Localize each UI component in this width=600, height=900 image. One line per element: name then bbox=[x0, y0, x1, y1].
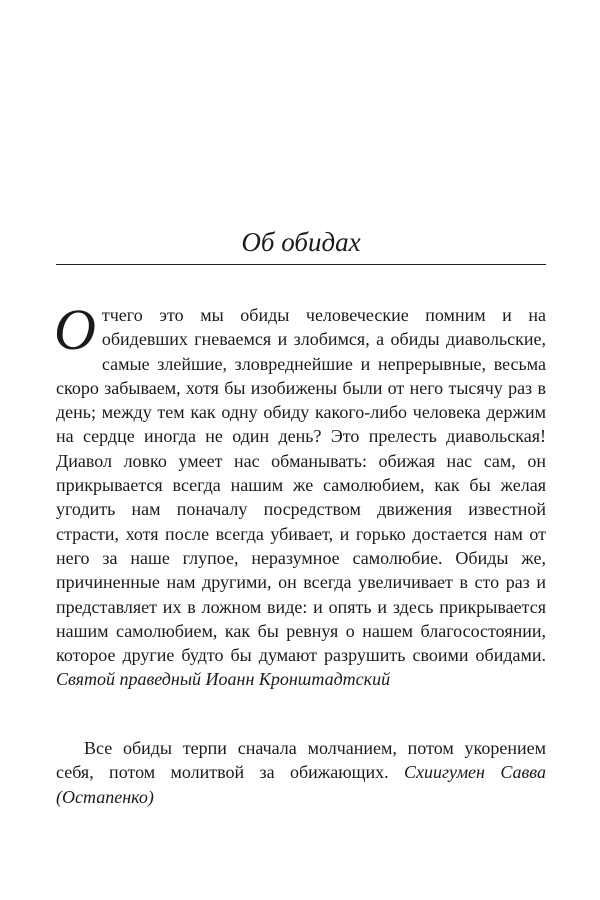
paragraph-text: тчего это мы обиды человеческие помним и на обидевших гневаемся и злобимся, а обиды диавольские, самые злейшие, зловреднейшие и непрерывные, весьма скоро забываем, хотя бы изобижены были от него тысячу раз в день; между тем как одну обиду какого-либо человека держим на сердце иногда не один день? Это прелесть диавольская! Диавол ловко умеет нас обманывать: обижая нас сам, он прикрывается всегда нашим же самолюбием, как бы желая угодить нам поначалу посредством движения известной страсти, хотя после всегда убивает, и горько достается нам от него за наше глупое, неразумное самолюбие. Обиды же, причиненные нам другими, он всегда увеличивает в сто раз и представляет их в ложном виде: и опять и здесь прикрывается нашим самолюбием, как бы ревнуя о нашем благосостоянии, которое другие будто бы думают разрушить своими обидами. bbox=[56, 305, 546, 666]
paragraph-text: Все обиды терпи сначала молчанием, потом укорением себя, потом молитвой за обижающих. bbox=[56, 738, 546, 783]
attribution: Святой праведный Иоанн Кронштадтский bbox=[56, 669, 391, 690]
title-rule bbox=[56, 264, 546, 265]
paragraph-kronstadt bbox=[54, 297, 546, 692]
section-title: Об обидах bbox=[241, 227, 361, 257]
drop-cap: О bbox=[54, 297, 96, 362]
paragraph-savva bbox=[56, 736, 546, 809]
attribution: Схиигумен Савва (Остапенко) bbox=[56, 762, 546, 807]
